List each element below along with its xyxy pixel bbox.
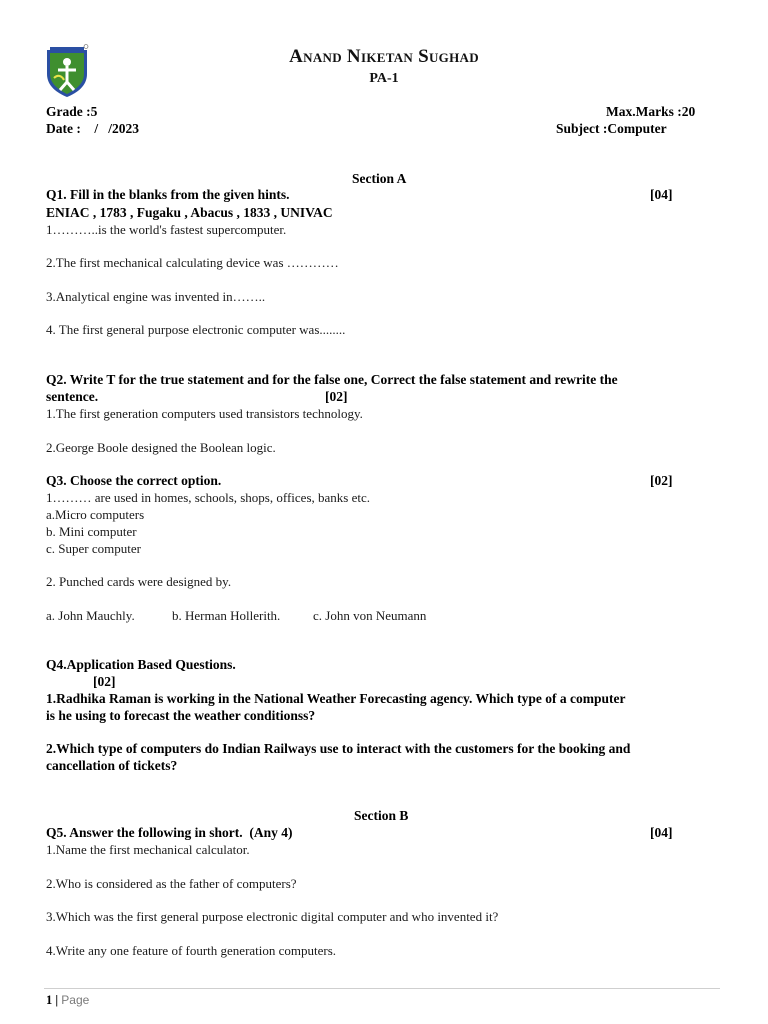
page-label: Page (61, 993, 90, 1007)
q4-item-line1: 2.Which type of computers do Indian Railways use to interact with the customers for the booking and (46, 741, 631, 756)
max-marks-label: Max.Marks :20 (606, 104, 696, 119)
q3-marks: [02] (650, 473, 673, 488)
section-b-title: Section B (354, 808, 409, 823)
q1-item: 4. The first general purpose electronic computer was........ (46, 322, 346, 337)
q3-option: a.Micro computers (46, 507, 145, 522)
q5-title: Q5. Answer the following in short. (Any 4) (46, 825, 293, 840)
q1-hints: ENIAC , 1783 , Fugaku , Abacus , 1833 , UNIVAC (46, 205, 333, 220)
q4-item-line2: cancellation of tickets? (46, 758, 178, 773)
q2-marks: [02] (325, 389, 348, 404)
q5-item: 2.Who is considered as the father of computers? (46, 876, 297, 891)
q5-item: 3.Which was the first general purpose electronic digital computer and who invented it? (46, 909, 499, 924)
q3-option: c. Super computer (46, 541, 141, 556)
footer-separator: | (55, 993, 59, 1007)
q3-option: b. Mini computer (46, 524, 137, 539)
q2-item: 2.George Boole designed the Boolean logic. (46, 440, 276, 455)
q5-item: 1.Name the first mechanical calculator. (46, 842, 250, 857)
footer-rule (44, 988, 720, 989)
q3-option: a. John Mauchly. (46, 608, 135, 623)
page-number: 1 (46, 993, 53, 1007)
school-name: Anand Niketan Sughad (289, 46, 479, 67)
q5-item: 4.Write any one feature of fourth generation computers. (46, 943, 337, 958)
q3-option: b. Herman Hollerith. (172, 608, 281, 623)
q1-item: 1………..is the world's fastest supercomputer. (46, 222, 287, 237)
q1-item: 3.Analytical engine was invented in…….. (46, 289, 266, 304)
q4-item-line1: 1.Radhika Raman is working in the National Weather Forecasting agency. Which type of a computer (46, 691, 626, 706)
q4-marks: [02] (93, 674, 116, 689)
q4-item-line2: is he using to forecast the weather conditionss? (46, 708, 316, 723)
q3-title: Q3. Choose the correct option. (46, 473, 222, 488)
page-footer (46, 992, 89, 1008)
q3-item: 1……… are used in homes, schools, shops, offices, banks etc. (46, 490, 370, 505)
date-label: Date : / /2023 (46, 121, 139, 136)
q1-title: Q1. Fill in the blanks from the given hints. (46, 187, 290, 202)
q1-item: 2.The first mechanical calculating device was ………… (46, 255, 339, 270)
subject-label: Subject :Computer (556, 121, 667, 136)
q2-item: 1.The first generation computers used transistors technology. (46, 406, 363, 421)
q2-title-line1: Q2. Write T for the true statement and for the false one, Correct the false statement and rewrite the (46, 372, 618, 387)
q3-option: c. John von Neumann (313, 608, 427, 623)
exam-name: PA-1 (369, 71, 399, 86)
q2-title-line2: sentence. (46, 389, 99, 404)
section-a-title: Section A (352, 171, 407, 186)
q3-item: 2. Punched cards were designed by. (46, 574, 232, 589)
q1-marks: [04] (650, 187, 673, 202)
grade-label: Grade :5 (46, 104, 98, 119)
q4-title: Q4.Application Based Questions. (46, 657, 236, 672)
q5-marks: [04] (650, 825, 673, 840)
